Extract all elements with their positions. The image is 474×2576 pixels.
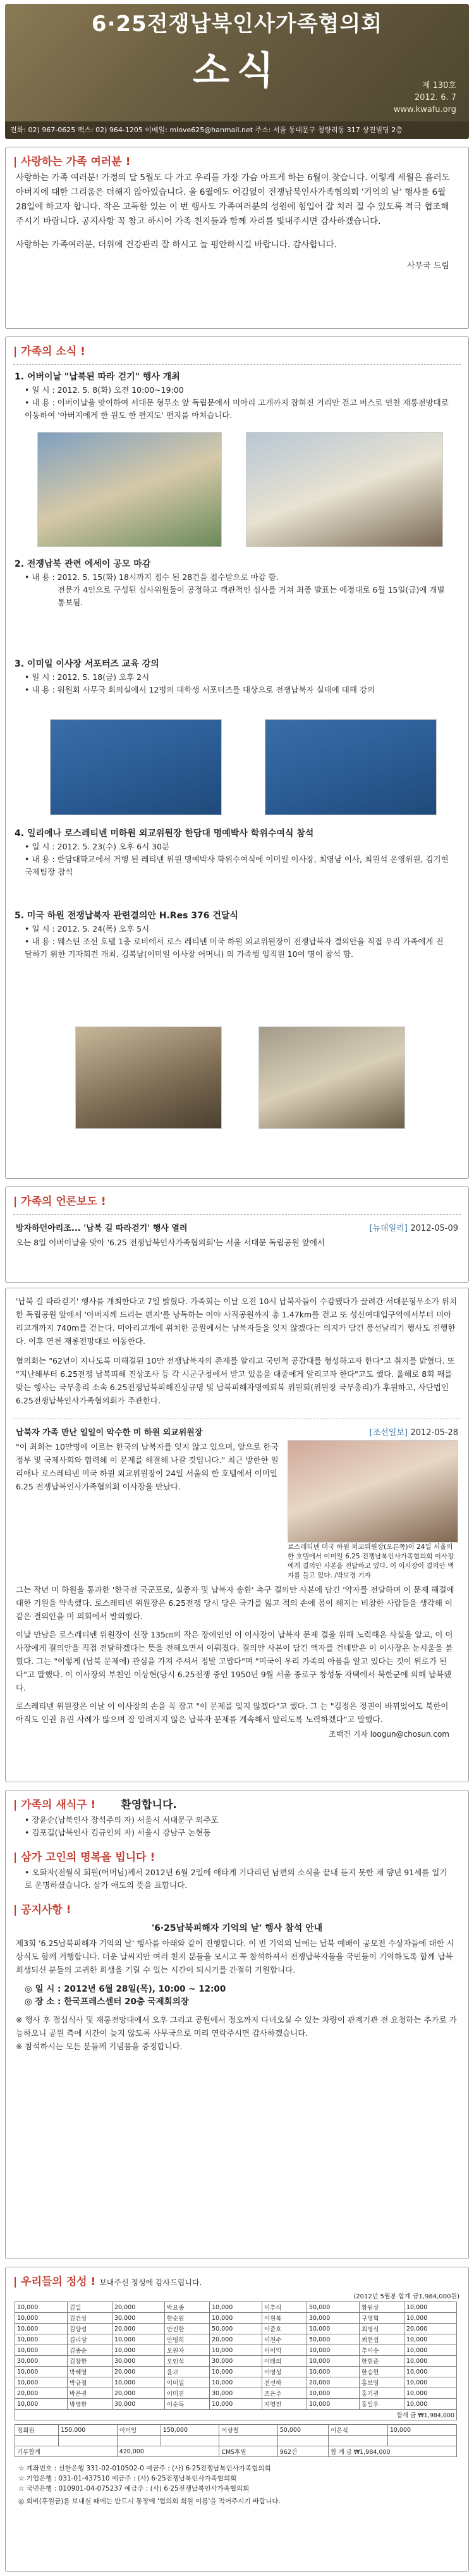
special-donation-row bbox=[15, 2425, 457, 2436]
donation-cell: 10,000 bbox=[307, 2367, 360, 2377]
donation-cell: 10,000 bbox=[404, 2345, 457, 2356]
donation-section bbox=[5, 2267, 469, 2572]
article-2-author: 조백건 기자 loogun@chosun.com bbox=[329, 1730, 449, 1739]
donation-subtotal-cell: 962건 bbox=[277, 2446, 329, 2457]
donation-cell: 이순득 bbox=[164, 2399, 209, 2410]
article-1-source: [뉴데일리] bbox=[369, 1224, 408, 1233]
article-1-summary: 오는 8일 어버이날을 맞아 '6.25 전쟁납북인사가족협의회'는 서울 서대문 독립공원 앞에서 bbox=[16, 1238, 325, 1247]
announcements-section bbox=[5, 1790, 469, 2259]
donation-row bbox=[15, 2324, 457, 2334]
article-1-title: 방자하던아리조... '납북 길 따라걷기' 행사 열려 bbox=[16, 1224, 188, 1233]
donation-cell: 홍보영 bbox=[359, 2377, 404, 2388]
new-member-line: • 장윤순(납북인사 장석주의 자) 서울시 서대문구 외주포 bbox=[25, 1815, 219, 1825]
press-conference-photo-1 bbox=[75, 1026, 222, 1129]
donation-cell: 10,000 bbox=[404, 2313, 457, 2324]
special-donation-cell bbox=[117, 2436, 161, 2446]
greeting-heading: | 사랑하는 가족 여러분 ! bbox=[13, 156, 131, 168]
article-1-date: 2012-05-09 bbox=[410, 1224, 458, 1233]
donation-cell: 10,000 bbox=[15, 2367, 68, 2377]
notice-note-2: ※ 참석하시는 모든 분들께 기념품을 증정합니다. bbox=[16, 2042, 183, 2051]
notice-heading: | 공지사항 ! bbox=[13, 1904, 71, 1916]
donation-cell: 지영진 bbox=[262, 2399, 307, 2410]
donation-cell: 10,000 bbox=[404, 2367, 457, 2377]
press-section-intro bbox=[5, 1186, 469, 1283]
donation-cell: 박규철 bbox=[67, 2377, 112, 2388]
website-url: www.kwafu.org bbox=[393, 105, 456, 114]
news-item-title: 2. 전쟁납북 관련 에세이 공모 마감 bbox=[15, 559, 151, 569]
family-news-section bbox=[5, 336, 469, 1179]
press-conference-photo-2 bbox=[258, 1026, 405, 1129]
donation-cell: 이명성 bbox=[262, 2367, 307, 2377]
donation-cell: 한승현 bbox=[359, 2367, 404, 2377]
article-2-date: 2012-05-28 bbox=[410, 1428, 458, 1438]
donation-cell: 20,000 bbox=[112, 2324, 165, 2334]
press-heading: | 가족의 언론보도 ! bbox=[13, 1195, 106, 1208]
donation-cell: 20,000 bbox=[307, 2377, 360, 2388]
donation-cell: 30,000 bbox=[112, 2313, 165, 2324]
donation-cell: 20,000 bbox=[112, 2388, 165, 2399]
special-donation-cell bbox=[161, 2436, 219, 2446]
account-note: ◎ 회비(후원금)를 보내실 때에는 반드시 통장에 '협의회 회원 이름'을 적어주시기 바랍니다. bbox=[18, 2498, 281, 2505]
donation-cell: 추이승 bbox=[359, 2345, 404, 2356]
special-donation-cell: 10,000 bbox=[387, 2425, 456, 2436]
donation-cell: 10,000 bbox=[112, 2334, 165, 2345]
press-article-body bbox=[5, 1288, 469, 1782]
donation-cell: 홍기권 bbox=[359, 2388, 404, 2399]
article-2-body-3: 이날 만남은 로스레티넨 위원장이 신장 135㎝의 작은 장애인인 이 이사장이 납북자 문제 결을 위해 노력해온 사실을 알고, 이 이사장에게 결의안을 직접 전달하겠다는 뜻을 전해오면서 이뤄졌다. 결의안 사본이 담긴 액자를 건네받은 이 이사장은 눈시울을 붉혔다. 그는 "이렇게 (납북 문제에) 관심을 가져 주셔서 정말 고맙다"며 "미국이 우리 가족의 아픔을 알고 있다는 것이 위로가 된다"고 말했다. 이 이사장의 부친인 이상현(당시 6.25전쟁 중인 1950년 9월 서울 종로구 창성동 자택에서 북한군에 의해 납북됐다. bbox=[16, 1630, 453, 1692]
notice-where: ◎ 장 소 : 한국프레스센터 20층 국제회의장 bbox=[25, 1997, 189, 2007]
donation-cell: 30,000 bbox=[112, 2356, 165, 2367]
donation-cell: 10,000 bbox=[15, 2399, 68, 2410]
special-donation-row bbox=[15, 2436, 457, 2446]
donation-cell: 30,000 bbox=[307, 2313, 360, 2324]
news-item-line: • 내 용 : 워원회 사무국 회의실에서 12명의 대학생 서포터즈를 대상으로 전쟁납북자 실태에 대해 강의 bbox=[25, 685, 375, 694]
condolence-heading: | 삼가 고인의 명복을 빕니다 ! bbox=[13, 1851, 155, 1864]
greeting-body: 사랑하는 가족 여러분! 가정의 달 5월도 다 가고 우리를 가장 가슴 아프게 하는 6월이 찾습니다. 이렇게 세월은 흘러도 아버지에 대한 그리움은 더해지 않아있습니다. 올 6월에도 어김없이 전쟁납북인사가족협의회 '기억의 날' 행사를 6월 28일에 하고자 합니다. 작은 고독함 있는 이 번 행사도 가족여러분의 성원에 힘입어 잘 치러 질 수 있도록 적극 협조해 주시기 바랍니다. 공지사항 꼭 참고 하시어 가족 친지들과 함께 자리를 빛내주시면 감사하겠습니다. bbox=[16, 173, 450, 226]
donation-cell: 20,000 bbox=[404, 2324, 457, 2334]
walk-event-photo-2 bbox=[246, 432, 443, 547]
donation-cell: 30,000 bbox=[112, 2399, 165, 2410]
donation-cell: 오인석 bbox=[164, 2356, 209, 2367]
donation-cell: 이태의 bbox=[262, 2356, 307, 2367]
donation-cell: 김리삼 bbox=[67, 2334, 112, 2345]
special-donation-cell: 이미일 bbox=[117, 2425, 161, 2436]
donation-period: (2012년 5월분 합계 금1,984,000원) bbox=[353, 2293, 459, 2300]
donation-row bbox=[15, 2313, 457, 2324]
special-donation-cell: 50,000 bbox=[277, 2425, 329, 2436]
issue-number: 제 130호 bbox=[422, 81, 456, 90]
account-line: ☆ 계좌번호 : 신한은행 331-02-010502-0 예금주 : (사) 6·25전쟁납북인사가족협의회 bbox=[18, 2465, 271, 2472]
donation-row bbox=[15, 2377, 457, 2388]
donation-cell: 김양성 bbox=[67, 2324, 112, 2334]
article-2-body-2: 그는 작년 미 하원을 통과한 '한국전 국군포로, 실종자 및 납북자 송환' 촉구 결의안 사본에 담긴 '약자를 전달하며 이 문제 해결에 대한 기원을 약속했다. 로스레티넨 위원장은 6.25전쟁 당시 당은 국가를 잃고 적의 손에 몸이 해지는 비참한 사람들을 생각해 이 같은 결의안을 미 의회에서 발의했다. bbox=[16, 1585, 454, 1621]
news-item-5 bbox=[6, 905, 468, 961]
article-2-photo bbox=[288, 1440, 458, 1543]
donation-cell: 20,000 bbox=[210, 2334, 262, 2345]
donation-subtotal-cell: 합 계 금 ₩1,984,000 bbox=[329, 2446, 457, 2457]
donation-cell: 한순원 bbox=[164, 2313, 209, 2324]
family-news-heading: | 가족의 소식 ! bbox=[13, 345, 85, 358]
donation-cell: 10,000 bbox=[307, 2345, 360, 2356]
donation-cell: 20,000 bbox=[112, 2302, 165, 2313]
article-1-body: '납북 길 따라걷기' 행사를 개최한다고 7일 밝혔다. 가족회는 이날 오전 10시 납북자들이 수감됐다가 끌려간 서대문형무소가 위치한 독립공원 앞에서 '아버지께 드리는 편지'를 낭독하는 이야 사직공원까지 총 1.47km를 걷고 또 성신여대입구역에서부터 미아리고개까지 740m를 걷는다. 미아리고개에 위치한 공원에서는 납북자들을 잊지 않겠다는 의지가 담긴 풍선날리기 행사도 진행한다. 이후 연천 재롱전망대로 이동한다. bbox=[16, 1297, 458, 1346]
special-donation-cell bbox=[387, 2436, 456, 2446]
news-item-line: • 일 시 : 2012. 5. 24(목) 오후 5시 bbox=[25, 924, 150, 934]
greeting-section bbox=[5, 147, 469, 329]
donation-cell: 박은권 bbox=[67, 2388, 112, 2399]
article-2-caption: 로스레티넨 미국 하원 외교위원장(오른쪽)이 24일 서울의 한 호텔에서 이미일 6.25 전쟁납북인사가족협의회 이사장에게 결의안 사본을 전달하고 있다. 이 이사장이 결의안 액자를 들고 있다. /박보경 기자 bbox=[288, 1543, 454, 1579]
article-2-body: "이 최희는 10만명에 이르는 한국의 납북자를 잊지 않고 있으며, 앞으로 한국 정부 및 국제사회와 협력해 이 문제를 해결해 나갈 것입니다." 최근 방한한 일리애나 로스레티넨 미국 하원 외교위원장이 24일 서울의 한 호텔에서 이미일 6.25 전쟁납북인사가족협의회 이사장을 만났다. bbox=[16, 1442, 279, 1491]
donation-cell: 박요종 bbox=[164, 2302, 209, 2313]
donation-cell: 이준호 bbox=[262, 2324, 307, 2334]
new-family-welcome: 환영합니다. bbox=[121, 1799, 177, 1811]
news-item-line: • 일 시 : 2012. 5. 8(화) 오전 10:00~19:00 bbox=[25, 385, 184, 395]
donation-row bbox=[15, 2388, 457, 2399]
news-item-title: 1. 어버이날 "납북된 따라 걷기" 행사 개최 bbox=[15, 372, 180, 382]
special-donation-cell bbox=[277, 2436, 329, 2446]
donation-cell: 김종순 bbox=[67, 2345, 112, 2356]
new-member-line: • 김포길(납북인사 김규인의 자) 서울시 강남구 논현동 bbox=[25, 1828, 211, 1837]
donation-cell: 10,000 bbox=[210, 2313, 262, 2324]
special-donation-cell: 이은식 bbox=[329, 2425, 388, 2436]
donation-subtotal-cell: 420,000 bbox=[117, 2446, 219, 2457]
news-item-title: 4. 일리에나 로스레티넨 미하원 외교위원장 한담대 명예박사 학위수여식 참석 bbox=[15, 829, 314, 839]
donation-cell: 10,000 bbox=[307, 2388, 360, 2399]
donation-cell: 50,000 bbox=[210, 2324, 262, 2334]
newsletter-title: 소식 bbox=[193, 49, 281, 93]
donation-cell: 이미일 bbox=[164, 2377, 209, 2388]
news-item-line: • 일 시 : 2012. 5. 23(수) 오후 6시 30분 bbox=[25, 842, 170, 851]
special-donation-cell: 이상철 bbox=[219, 2425, 277, 2436]
donation-cell: 10,000 bbox=[404, 2377, 457, 2388]
donation-cell: 50,000 bbox=[307, 2302, 360, 2313]
donation-cell: 10,000 bbox=[404, 2302, 457, 2313]
donation-cell: 이이익 bbox=[262, 2345, 307, 2356]
walk-event-photo-1 bbox=[37, 432, 222, 547]
newsletter-header bbox=[5, 4, 469, 139]
supporters-lecture-photo-1 bbox=[50, 719, 222, 815]
donation-row bbox=[15, 2356, 457, 2367]
news-item-title: 3. 이미일 이사장 서포터즈 교육 강의 bbox=[15, 659, 159, 669]
donation-cell: 10,000 bbox=[210, 2367, 262, 2377]
donation-subtotal-cell: 기부합계 bbox=[15, 2446, 118, 2457]
greeting-signature: 사무국 드림 bbox=[407, 261, 449, 271]
donation-cell: 30,000 bbox=[210, 2356, 262, 2367]
donation-cell: 10,000 bbox=[210, 2399, 262, 2410]
donation-cell: 최명식 bbox=[359, 2324, 404, 2334]
news-item-line: • 내 용 : 2012. 5. 15(화) 18시까지 접수 된 28건을 접수받으로 마감 함. bbox=[25, 572, 279, 582]
news-item-2 bbox=[6, 553, 468, 609]
donation-cell: 조은주 bbox=[262, 2388, 307, 2399]
donation-cell: 이원복 bbox=[262, 2313, 307, 2324]
notice-note-1: ※ 행사 후 점심식사 및 재롱전망대에서 오후 그리고 공원에서 정오까지 다녀오실 수 있는 차량이 관계기관 전 요청하는 추가로 가능하오니 공원 측에 시간이 늦지 않도록 사무국으로 미리 연락주시면 감사하겠습니다. bbox=[16, 2015, 457, 2038]
news-item-line: 전문가 4인으로 구성된 심사위원들이 공정하고 객관적인 심사를 거쳐 최종 발표는 예정대로 6월 15일(금)에 개별 통보됨. bbox=[58, 585, 445, 607]
donation-cell: 20,000 bbox=[112, 2367, 165, 2377]
donation-sum-row bbox=[15, 2410, 457, 2420]
donation-row bbox=[15, 2334, 457, 2345]
news-item-line: • 일 시 : 2012. 5. 18(금) 오후 2시 bbox=[25, 672, 150, 682]
news-item-3 bbox=[6, 653, 468, 696]
issue-info bbox=[394, 80, 456, 116]
donation-row bbox=[15, 2302, 457, 2313]
special-donation-cell bbox=[59, 2436, 118, 2446]
news-item-line: • 내 용 : 어버이날을 맞이하여 서대문 형무소 앞 독립문에서 미아리 고개까지 잠혀진 거리만 걷고 버스로 연천 재롱전망대로 이동하여 '아버지에게 한 원도 한 편지도' 편지를 마쳐습니다. bbox=[25, 398, 449, 420]
donation-cell: 이천수 bbox=[262, 2334, 307, 2345]
donation-cell: 10,000 bbox=[112, 2377, 165, 2388]
notice-event-body: 제3회 '6.25납북피해자 기억의 날' 행사를 아래와 같이 진행합니다. 이 번 기억의 날에는 납북 예배이 공모전 수상자들에 대한 시상식도 함께 거행합니다. 더운 날씨지만 여러 친지 분들을 모시고 꼭 참석하셔서 전쟁납북자들을 국민들이 기억하도록 함께 납북 희생되신 분들의 고귀한 희생을 기릴 수 있는 시간이 되시기를 간절히 기원합니다. bbox=[16, 1938, 454, 1975]
donation-cell: 이추식 bbox=[262, 2302, 307, 2313]
donation-cell: 이미진 bbox=[164, 2388, 209, 2399]
special-donation-table bbox=[15, 2424, 457, 2457]
donation-cell: 10,000 bbox=[210, 2377, 262, 2388]
donation-cell: 10,000 bbox=[112, 2345, 165, 2356]
account-list bbox=[6, 2460, 468, 2510]
donation-cell: 20,000 bbox=[15, 2388, 68, 2399]
article-2-header bbox=[6, 1423, 468, 1440]
donation-cell: 10,000 bbox=[15, 2313, 68, 2324]
news-item-line: • 내 용 : 한담대학교에서 거행 된 레티넨 위원 명예박사 학위수여식에 이미일 이사장, 최영남 이사, 최원석 운영위원, 김기현 국제팀장 참석 bbox=[25, 854, 449, 877]
article-1-body-2: 협의회는 "62년이 지나도록 미해결된 10만 전쟁납북자의 존재를 알리고 국민적 공감대를 형성하고자 한다"고 취지를 밝혔다. 또 "지난해부터 6.25전쟁 납북피해 진상조사 등 각 시군구청에서 받고 있음을 대중에게 알리고자 한다"고도 했다. 올해로 8회 째를 맞는 행사는 국무총리 소속 6.25전쟁납북피해진상규명 및 납북피해자명예회복 위원회(위원장 국무총리)가 후원하고, 사단법인 6.25전쟁납북인사가족협의회가 주관한다. bbox=[16, 1356, 455, 1405]
special-donation-cell: 정희원 bbox=[15, 2425, 59, 2436]
donation-cell: 구영혁 bbox=[359, 2313, 404, 2324]
donation-cell: 50,000 bbox=[307, 2334, 360, 2345]
condolence-line: • 오화자(전월식 회원(어머님)께서 2012년 6월 2일에 애타게 기다리던 남편의 소식을 끝내 듣지 못한 채 향년 91세를 일기로 운명하셨습니다. 삼가 애도의 뜻을 표합니다. bbox=[25, 1868, 447, 1890]
donation-cell: 10,000 bbox=[210, 2302, 262, 2313]
contact-bar: 전화: 02) 967-0625 팩스: 02) 964-1205 이메일: mlove625@hanmail.net 주소: 서울 동대문구 청량리동 317 상진빌딩 2층 bbox=[5, 121, 469, 139]
donation-subtotal-row bbox=[15, 2446, 457, 2457]
donation-cell: 10,000 bbox=[15, 2345, 68, 2356]
donation-cell: 10,000 bbox=[404, 2388, 457, 2399]
donation-cell: 10,000 bbox=[307, 2324, 360, 2334]
donation-heading: | 우리들의 정성 ! 보내주신 정성에 감사드립니다. bbox=[13, 2276, 202, 2288]
new-family-heading: | 가족의 새식구 ! 환영합니다. bbox=[6, 1790, 468, 1814]
special-donation-cell bbox=[329, 2436, 388, 2446]
donation-cell: 황원상 bbox=[359, 2302, 404, 2313]
donation-cell: 10,000 bbox=[307, 2399, 360, 2410]
notice-event-title: '6·25납북피해자 기억의 날' 행사 참석 안내 bbox=[151, 1923, 323, 1933]
special-donation-cell: 150,000 bbox=[59, 2425, 118, 2436]
news-item-title: 5. 미국 하원 전쟁납북자 관련결의안 H.Res 376 건달식 bbox=[15, 911, 238, 921]
special-donation-cell: 150,000 bbox=[161, 2425, 219, 2436]
article-1-header bbox=[6, 1219, 468, 1236]
donation-cell: 한현준 bbox=[359, 2356, 404, 2367]
donation-cell: 김창환 bbox=[67, 2356, 112, 2367]
donation-cell: 10,000 bbox=[15, 2324, 68, 2334]
donation-cell: 윤교 bbox=[164, 2367, 209, 2377]
donation-cell: 전선하 bbox=[262, 2377, 307, 2388]
donation-cell: 김건삼 bbox=[67, 2313, 112, 2324]
donation-cell: 10,000 bbox=[210, 2345, 262, 2356]
account-line: ☆ 기업은행 : 031-01-437510 예금주 : (사) 6·25전쟁납북인사가족협의회 bbox=[18, 2475, 237, 2482]
special-donation-cell bbox=[15, 2436, 59, 2446]
donation-cell: 10,000 bbox=[15, 2334, 68, 2345]
article-2-title: 납북자 가족 만난 일일이 악수한 미 하원 외교위원장 bbox=[16, 1428, 203, 1438]
news-item-4 bbox=[6, 823, 468, 878]
donation-cell: 홍일우 bbox=[359, 2399, 404, 2410]
account-line: ☆ 국민은행 : 010901-04-075237 예금주 : (사) 6·25전쟁납북인사가족협의회 bbox=[18, 2485, 250, 2493]
donation-cell: 10,000 bbox=[404, 2399, 457, 2410]
article-2-source: [조선일보] bbox=[369, 1428, 408, 1438]
donation-cell: 박영환 bbox=[67, 2399, 112, 2410]
news-item-line: • 내 용 : 웨스틴 조선 호텔 1층 로비에서 로스 레티넨 미국 하원 외교위원장이 전쟁납북자 결의안을 직접 우리 가족에게 전달하기 위한 기자회견 개최. 김복남(이미일 이사장 어머니) 의 가족행 임직원 10여 명이 참석 함. bbox=[25, 937, 444, 959]
donation-sum: 합계 금 ₩1,984,000 bbox=[15, 2410, 457, 2420]
donation-subtotal-cell: CMS후원 bbox=[219, 2446, 277, 2457]
donation-cell: 10,000 bbox=[15, 2377, 68, 2388]
donation-cell: 10,000 bbox=[404, 2334, 457, 2345]
supporters-lecture-photo-2 bbox=[265, 719, 437, 815]
news-item-1 bbox=[6, 366, 468, 422]
donation-cell: 최현섭 bbox=[359, 2334, 404, 2345]
donation-cell: 오원자 bbox=[164, 2345, 209, 2356]
donation-cell: 30,000 bbox=[15, 2356, 68, 2367]
article-2-body-4: 로스레티넨 위원장은 이날 이 이사장의 손을 꼭 잡고 "이 문제를 잊지 않겠다"고 했다. 그 는 "김정은 정권이 바뀌었어도 북한이 아직도 인권 유린 사례가 많으며 잘 알려지지 않은 납북자 문제를 계속해서 알리도록 노력하겠다"고 말했다. bbox=[16, 1701, 449, 1724]
donation-cell: 김일 bbox=[67, 2302, 112, 2313]
notice-when: ◎ 일 시 : 2012년 6월 28일(목), 10:00 ~ 12:00 bbox=[25, 1984, 226, 1994]
donation-cell: 박혜영 bbox=[67, 2367, 112, 2377]
donation-cell: 10,000 bbox=[404, 2356, 457, 2367]
organization-title: 6·25전쟁납북인사가족협의회 bbox=[91, 11, 383, 37]
special-donation-cell bbox=[219, 2436, 277, 2446]
issue-date: 2012. 6. 7 bbox=[414, 93, 456, 102]
donation-row bbox=[15, 2367, 457, 2377]
donation-row bbox=[15, 2399, 457, 2410]
donation-row bbox=[15, 2345, 457, 2356]
donation-table bbox=[15, 2302, 457, 2420]
donation-cell: 10,000 bbox=[15, 2302, 68, 2313]
greeting-closing: 사랑하는 가족여러분, 더위에 건강관리 잘 하시고 늘 평안하시길 바랍니다. 감사합니다. bbox=[16, 240, 337, 250]
donation-cell: 안진한 bbox=[164, 2324, 209, 2334]
donation-cell: 안명희 bbox=[164, 2334, 209, 2345]
donation-cell: 10,000 bbox=[307, 2356, 360, 2367]
donation-cell: 30,000 bbox=[210, 2388, 262, 2399]
